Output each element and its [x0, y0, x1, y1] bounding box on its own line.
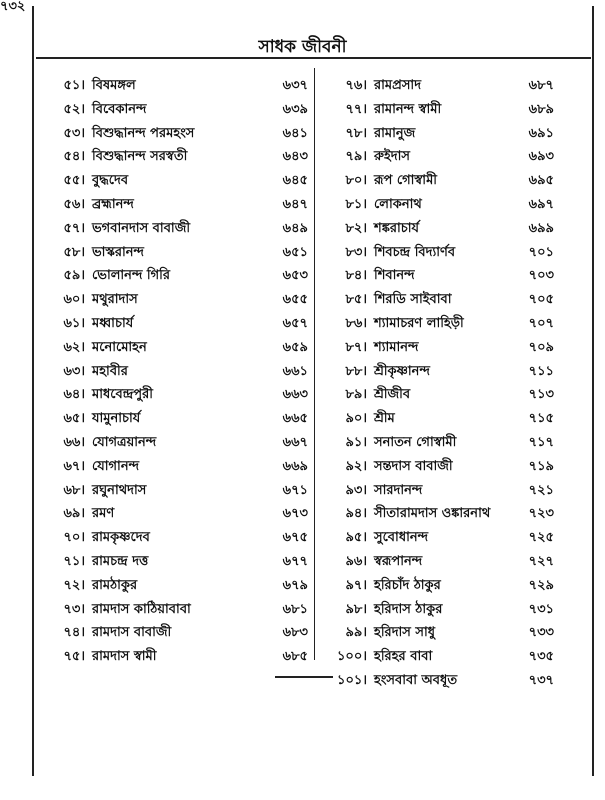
entry-title: শ্যামানন্দ [374, 339, 419, 355]
entry-page: ৬৬৫ [282, 411, 308, 427]
toc-entry [40, 76, 308, 100]
entry-page: ৬৩৯ [282, 101, 308, 117]
entry-page: ৭২৫ [528, 530, 554, 546]
entry-page: ৬৮৩ [282, 625, 308, 641]
entry-number: ৯০। [345, 411, 367, 427]
entry-page: ৬৫৩ [282, 268, 308, 284]
entry-number: ৯২। [345, 458, 367, 474]
entry-title: মথুরাদাস [92, 292, 138, 308]
entry-page: ৬৩৭ [282, 78, 308, 93]
entry-number: ১০০। [337, 649, 367, 665]
entry-title: রুইদাস [374, 149, 410, 165]
entry-page: ৬৫৭ [282, 315, 308, 331]
entry-page: ৭১১ [528, 363, 554, 379]
entry-number: ৮২। [345, 220, 367, 236]
toc-entry [322, 385, 554, 409]
entry-title: হরিচাঁদ ঠাকুর [374, 577, 441, 593]
toc-entry [322, 100, 554, 124]
entry-number: ৯৯। [345, 625, 367, 641]
toc-entry [322, 552, 554, 576]
entry-number: ৬৬। [63, 434, 85, 450]
entry-title: যোগানন্দ [92, 458, 140, 474]
toc-entry [40, 124, 308, 148]
column-divider [314, 68, 315, 660]
entry-title: ব্রহ্মানন্দ [92, 196, 134, 212]
toc-entry [40, 219, 308, 243]
entry-number: ৯৮। [345, 601, 367, 617]
page-number: ৭৩২ [0, 0, 26, 14]
toc-entry [322, 76, 554, 100]
entry-title: বিবেকানন্দ [92, 101, 147, 117]
entry-number: ৫৪। [63, 149, 85, 165]
entry-page: ৭৩৫ [528, 649, 554, 665]
entry-number: ৭২। [63, 577, 85, 593]
entry-page: ৬৬৭ [282, 434, 308, 450]
entry-number: ৭৪। [63, 625, 85, 641]
toc-entry [322, 219, 554, 243]
entry-page: ৬৭৫ [282, 530, 308, 546]
toc-entry [322, 600, 554, 624]
entry-page: ৬৯১ [528, 125, 554, 141]
entry-title: শ্যামাচরণ লাহিড়ী [374, 315, 464, 331]
entry-number: ৮৫। [345, 292, 367, 308]
entry-title: বিশুদ্ধানন্দ সরস্বতী [92, 149, 188, 165]
entry-number: ৭৫। [63, 649, 85, 665]
entry-title: বিশুদ্ধানন্দ পরমহংস [92, 125, 195, 141]
entry-title: সারদানন্দ [374, 482, 423, 498]
entry-page: ৬৪৫ [282, 173, 308, 189]
toc-entry [40, 171, 308, 195]
entry-number: ৮৩। [345, 244, 367, 260]
entry-title: লোকনাথ [374, 196, 422, 212]
toc-entry [322, 171, 554, 195]
entry-number: ৭৭। [345, 101, 367, 117]
toc-entry [40, 481, 308, 505]
entry-number: ৫৭। [63, 220, 85, 236]
entry-number: ৭৬। [345, 78, 367, 93]
toc-entry [40, 409, 308, 433]
toc-entry [322, 671, 554, 695]
entry-number: ১০১। [337, 672, 367, 688]
entry-title: সন্তদাস বাবাজী [374, 458, 453, 474]
entry-number: ৬৫। [63, 411, 85, 427]
toc-entry [40, 528, 308, 552]
entry-title: শঙ্করাচার্য [374, 220, 420, 236]
entry-number: ৬৮। [63, 482, 85, 498]
entry-title: শ্রীজীব [374, 387, 411, 403]
entry-page: ৬৫১ [282, 244, 308, 260]
entry-number: ৬৩। [63, 363, 85, 379]
entry-page: ৭২৩ [528, 506, 554, 522]
entry-number: ৫৬। [63, 196, 85, 212]
entry-number: ৮৬। [345, 315, 367, 331]
entry-title: সনাতন গোস্বামী [374, 434, 457, 450]
entry-title: মনোমোহন [92, 339, 147, 355]
toc-entry [322, 623, 554, 647]
toc-entry [40, 623, 308, 647]
entry-page: ৭২৭ [528, 553, 554, 569]
entry-number: ৯৪। [345, 506, 367, 522]
entry-title: রামঠাকুর [92, 577, 138, 593]
entry-number: ৬৪। [63, 387, 85, 403]
entry-title: হংসবাবা অবধূত [374, 672, 458, 688]
entry-title: রামদাস বাবাজী [92, 625, 172, 641]
entry-title: হরিদাস সাধু [374, 625, 436, 641]
entry-title: রামানন্দ স্বামী [374, 101, 442, 117]
entry-page: ৭৩৭ [528, 672, 554, 688]
entry-page: ৬৯৩ [528, 149, 554, 165]
entry-title: রূপ গোস্বামী [374, 173, 438, 189]
entry-number: ৫২। [63, 101, 85, 117]
entry-title: শ্রীকৃষ্ণানন্দ [374, 363, 430, 379]
entry-page: ৬৪৯ [282, 220, 308, 236]
toc-entry [322, 243, 554, 267]
entry-title: মধ্বাচার্য [92, 315, 134, 331]
entry-page: ৬৭৯ [282, 577, 308, 593]
entry-page: ৬৮৫ [282, 649, 308, 665]
toc-entry [322, 314, 554, 338]
entry-page: ৭১৫ [528, 411, 554, 427]
toc-entry [40, 290, 308, 314]
entry-number: ৮৯। [345, 387, 367, 403]
entry-number: ৭৮। [345, 125, 367, 141]
entry-page: ৬৬৩ [282, 387, 308, 403]
entry-page: ৬৭৩ [282, 506, 308, 522]
toc-entry [322, 362, 554, 386]
entry-title: ভোলানন্দ গিরি [92, 268, 171, 284]
toc-entry [322, 266, 554, 290]
entry-title: হরিহর বাবা [374, 649, 433, 665]
entry-number: ৯৩। [345, 482, 367, 498]
entry-title: বিষমঙ্গল [92, 78, 136, 93]
entry-number: ৯৬। [345, 553, 367, 569]
toc-entry [40, 552, 308, 576]
toc-entry [322, 457, 554, 481]
toc-entry [322, 290, 554, 314]
entry-page: ৬৯৯ [528, 220, 554, 236]
entry-number: ৮৪। [345, 268, 367, 284]
entry-title: রামদাস কাঠিয়াবাবা [92, 601, 191, 617]
entry-title: যামুনাচার্য [92, 411, 141, 427]
entry-number: ৫৩। [63, 125, 85, 141]
toc-entry [322, 409, 554, 433]
entry-number: ৮১। [345, 196, 367, 212]
entry-number: ৭৩। [63, 601, 85, 617]
entry-number: ৫৮। [63, 244, 85, 260]
toc-entry [40, 576, 308, 600]
toc-entry [40, 266, 308, 290]
entry-number: ৭৯। [345, 149, 367, 165]
entry-page: ৬৮৭ [528, 78, 554, 93]
entry-page: ৭০৯ [528, 339, 554, 355]
entry-title: মহাবীর [92, 363, 128, 379]
entry-title: ভাস্করানন্দ [92, 244, 144, 260]
entry-title: বুদ্ধদেব [92, 173, 129, 189]
entry-number: ৫৯। [63, 268, 85, 284]
entry-page: ৭২১ [528, 482, 554, 498]
entry-title: যোগত্রয়ানন্দ [92, 434, 157, 450]
entry-title: রঘুনাথদাস [92, 482, 147, 498]
toc-entry [322, 433, 554, 457]
entry-page: ৬৯৫ [528, 173, 554, 189]
toc-entry [40, 362, 308, 386]
toc-entry [40, 100, 308, 124]
entry-page: ৬৮৯ [528, 101, 554, 117]
entry-title: মাধবেন্দ্রপুরী [92, 387, 153, 403]
entry-page: ৬৬১ [282, 363, 308, 379]
toc-entry [322, 147, 554, 171]
entry-number: ৮০। [345, 173, 367, 189]
entry-number: ৬৭। [63, 458, 85, 474]
entry-page: ৭০৭ [528, 315, 554, 331]
entry-title: হরিদাস ঠাকুর [374, 601, 443, 617]
entry-number: ৬২। [63, 339, 85, 355]
toc-entry [40, 457, 308, 481]
toc-entry [40, 385, 308, 409]
entry-page: ৬৪১ [282, 125, 308, 141]
entry-page: ৭১৯ [528, 458, 554, 474]
entry-title: রামপ্রসাদ [374, 78, 422, 93]
entry-page: ৭০৫ [528, 292, 554, 308]
entry-page: ৭০৩ [528, 268, 554, 284]
toc-entry [322, 481, 554, 505]
toc-entry [322, 528, 554, 552]
entry-number: ৭০। [63, 530, 85, 546]
entry-page: ৬৪৩ [282, 149, 308, 165]
entry-page: ৭৩১ [528, 601, 554, 617]
toc-entry [322, 504, 554, 528]
entry-title: রামদাস স্বামী [92, 649, 157, 665]
footer-rule [275, 676, 333, 678]
right-column [322, 76, 554, 695]
toc-entry [40, 338, 308, 362]
entry-title: রমণ [92, 506, 115, 522]
entry-title: শিরডি সাইবাবা [374, 292, 452, 308]
entry-number: ৭১। [63, 553, 85, 569]
entry-number: ৬৯। [63, 506, 85, 522]
entry-title: রামানুজ [374, 125, 416, 141]
toc-entry [322, 124, 554, 148]
toc-entry [40, 195, 308, 219]
entry-title: শিবচন্দ্র বিদ্যার্ণব [374, 244, 456, 260]
toc-entry [40, 600, 308, 624]
toc-entry [322, 195, 554, 219]
toc-entry [40, 147, 308, 171]
entry-number: ৯৫। [345, 530, 367, 546]
entry-number: ৫১। [63, 78, 85, 93]
entry-title: শ্রীম [374, 411, 395, 427]
entry-page: ৬৯৭ [528, 196, 554, 212]
entry-number: ৯৭। [345, 577, 367, 593]
entry-number: ৯১। [345, 434, 367, 450]
toc-entry [40, 314, 308, 338]
entry-title: রামকৃষ্ণদেব [92, 530, 150, 546]
entry-page: ৭১৩ [528, 387, 554, 403]
toc-entry [40, 243, 308, 267]
left-column [40, 76, 308, 671]
entry-number: ৬১। [63, 315, 85, 331]
entry-title: শিবানন্দ [374, 268, 415, 284]
entry-title: সুবোধানন্দ [374, 530, 429, 546]
entry-number: ৮৮। [345, 363, 367, 379]
entry-page: ৭৩৩ [528, 625, 554, 641]
entry-page: ৬৭৭ [282, 553, 308, 569]
entry-title: স্বরূপানন্দ [374, 553, 423, 569]
entry-number: ৮৭। [345, 339, 367, 355]
entry-title: ভগবানদাস বাবাজী [92, 220, 191, 236]
entry-number: ৫৫। [63, 173, 85, 189]
entry-page: ৬৬৯ [282, 458, 308, 474]
entry-page: ৭১৭ [528, 434, 554, 450]
title-rule [36, 57, 591, 59]
toc-entry [40, 433, 308, 457]
entry-page: ৬৪৭ [282, 196, 308, 212]
toc-entry [322, 576, 554, 600]
entry-title: রামচন্দ্র দত্ত [92, 553, 149, 569]
entry-page: ৭০১ [528, 244, 554, 260]
toc-entry [40, 647, 308, 671]
toc-entry [322, 647, 554, 671]
entry-page: ৬৭১ [282, 482, 308, 498]
toc-entry [322, 338, 554, 362]
entry-page: ৬৫৯ [282, 339, 308, 355]
entry-title: সীতারামদাস ওঙ্কারনাথ [374, 506, 491, 522]
entry-page: ৬৮১ [282, 601, 308, 617]
entry-page: ৬৫৫ [282, 292, 308, 308]
entry-number: ৬০। [63, 292, 85, 308]
page-title: সাধক জীবনী [258, 37, 347, 57]
toc-entry [40, 504, 308, 528]
entry-page: ৭২৯ [528, 577, 554, 593]
